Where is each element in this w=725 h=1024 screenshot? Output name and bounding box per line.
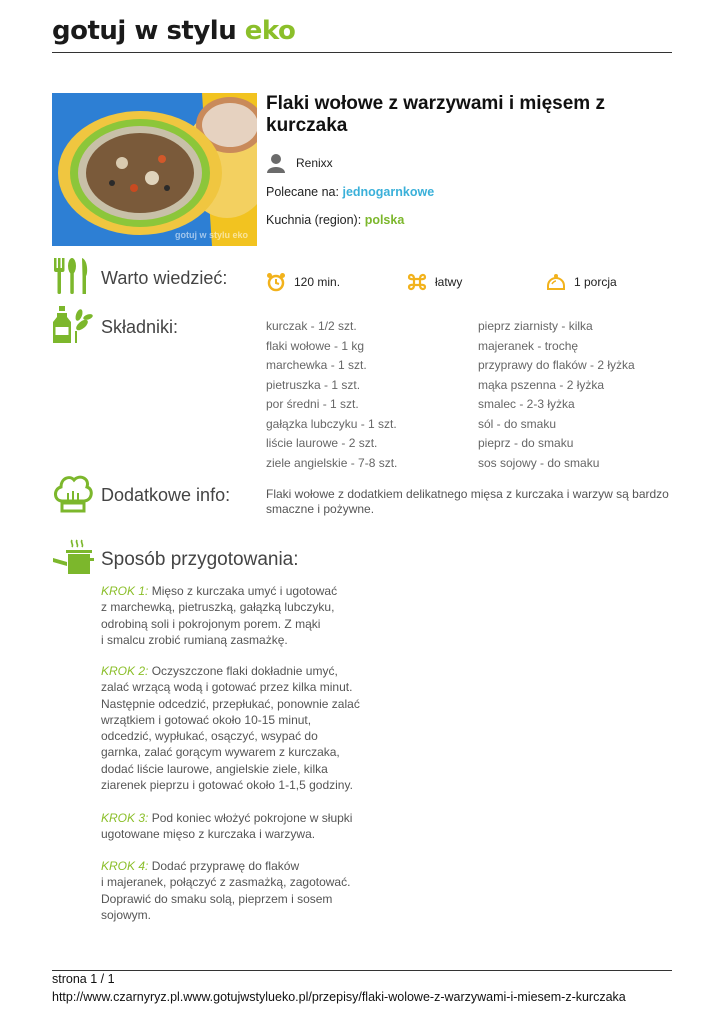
ingredient-item: marchewka - 1 szt. [266,358,367,372]
footer-url[interactable]: http://www.czarnyryz.pl.www.gotujwstylueko.pl/przepisy/flaki-wolowe-z-warzywami-i-miesem-z-kurczaka [52,990,626,1004]
ingredient-item: gałązka lubczyku - 1 szt. [266,416,397,431]
recommended-label: Polecane na: [266,185,339,199]
ingredient-item: pieprz ziarnisty - kilka [478,319,593,333]
step-label: KROK 4: [101,859,149,873]
additional-text: Flaki wołowe z dodatkiem delikatnego mięsa z kurczaka i warzyw są bardzo smaczne i pożywne. [266,487,669,516]
ingredient-item: ziele angielskie - 7-8 szt. [266,455,398,470]
time-value: 120 min. [294,275,341,289]
recipe-title: Flaki wołowe z warzywami i mięsem z kurczaka [266,93,605,136]
photo-watermark: gotuj w stylu eko [175,230,249,240]
header-divider [52,52,672,53]
ingredient-item: sól - do smaku [478,416,557,431]
additional-heading: Dodatkowe info: [101,485,231,505]
step-text: Dodać przyprawę do flaków i majeranek, połączyć z zasmażką, zagotować. Doprawić do smaku solą, pieprzem i sosem sojowym. [101,859,351,922]
cooking-pot-icon [52,538,96,578]
step-3 [101,810,401,843]
portion-icon [546,272,566,292]
cuisine-label: Kuchnia (region): [266,213,362,227]
ingredients-col-1 [266,317,397,473]
portions-info [546,272,617,292]
recipe-photo [52,93,257,246]
cuisine-row [266,213,404,227]
ingredient-item: pieprz - do smaku [478,436,574,450]
user-icon [266,153,286,173]
recommended-row [266,185,434,199]
step-text: Pod koniec włożyć pokrojone w słupki ugotowane mięso z kurczaka i warzywa. [101,811,353,842]
ingredient-item: liście laurowe - 2 szt. [266,436,378,450]
step-1 [101,583,401,648]
cuisine-link[interactable]: polska [364,213,405,227]
recommended-link[interactable]: jednogarnkowe [342,185,435,199]
ingredient-item: por średni - 1 szt. [266,397,359,411]
step-text: Oczyszczone flaki dokładnie umyć, zalać wrzącą wodą i gotować przez kilka minut. Następnie odcedzić, przepłukać, ponownie zalać wrzątkiem i gotować około 10-15 minut, odcedzić, wypłukać, osączyć, wsypać do garnka, zalać gorącym wywarem z kurczaka, dodać liście laurowe, angielskie ziele, kilka ziarenek pieprzu i gotować około 1-1,5 godziny. [101,664,360,793]
difficulty-info [407,272,462,292]
worth-knowing-heading: Warto wiedzieć: [101,268,228,288]
ingredient-item: majeranek - trochę [478,338,579,353]
step-label: KROK 1: [101,584,149,598]
footer-divider [52,970,672,971]
ingredients-col-2 [478,317,635,473]
author-row[interactable] [266,153,333,173]
ingredient-item: przyprawy do flaków - 2 łyżka [478,358,635,372]
ingredients-icon [52,305,94,345]
portions-value: 1 porcja [574,275,617,289]
logo-text: gotuj w stylu [52,16,237,46]
site-logo[interactable] [52,16,295,46]
step-label: KROK 3: [101,811,149,825]
ingredient-item: smalec - 2-3 łyżka [478,397,575,411]
step-label: KROK 2: [101,664,149,678]
ingredient-item: pietruszka - 1 szt. [266,377,361,392]
chef-hat-icon [52,473,94,513]
command-key-icon [407,272,427,292]
time-info [266,272,340,292]
step-4 [101,858,401,923]
ingredients-heading: Składniki: [101,317,179,337]
cutlery-icon [52,256,92,296]
ingredient-item: flaki wołowe - 1 kg [266,338,365,353]
step-text: Mięso z kurczaka umyć i ugotować z marchewką, pietruszką, gałązką lubczyku, odrobiną soli i pokrojonym porem. Z mąki i smalcu zrobić rumianą zasmażkę. [101,584,338,647]
logo-eko: eko [244,16,296,46]
ingredient-item: mąka pszenna - 2 łyżka [478,377,605,392]
ingredient-item: kurczak - 1/2 szt. [266,319,357,333]
step-2 [101,663,401,793]
preparation-heading: Sposób przygotowania: [101,549,299,570]
page-number: strona 1 / 1 [52,972,115,986]
alarm-clock-icon [266,272,286,292]
difficulty-value: łatwy [435,275,463,289]
author-name[interactable]: Renixx [296,156,333,170]
ingredient-item: sos sojowy - do smaku [478,455,600,470]
